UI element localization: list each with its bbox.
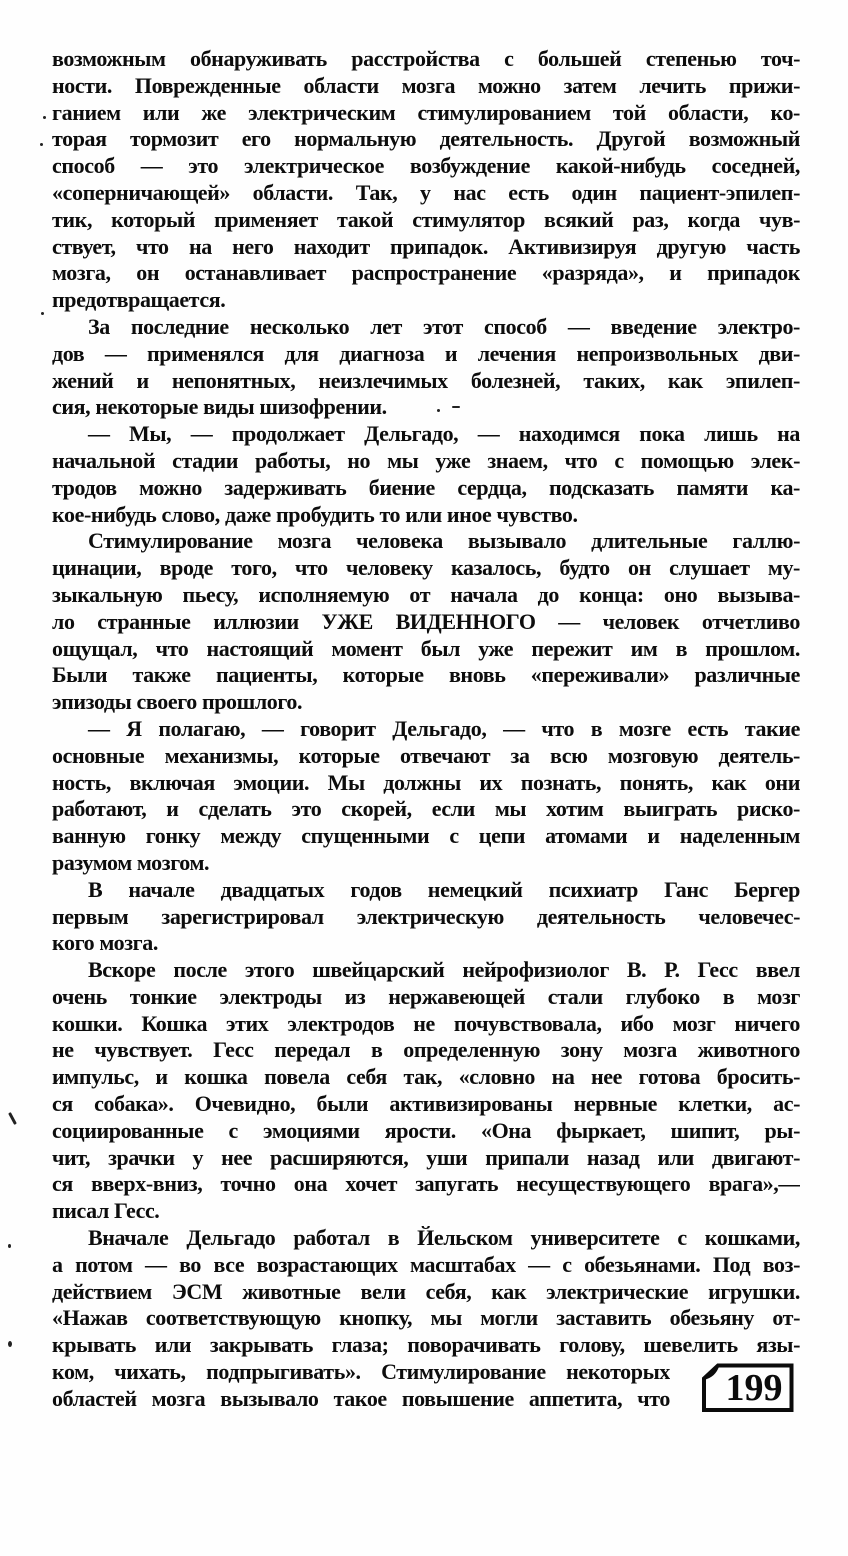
scan-speck <box>8 1244 11 1248</box>
text-line: дов — применялся для диагноза и лечения непроизвольных дви- <box>52 340 800 366</box>
text-line: областей мозга вызывало такое повышение аппетита, что <box>52 1385 670 1411</box>
page-number: 199 <box>725 1367 783 1409</box>
text-line: кошки. Кошка этих электродов не почувствовала, ибо мозг ничего <box>52 1010 800 1036</box>
text-line: очень тонкие электроды из нержавеющей стали глубоко в мозг <box>52 983 800 1009</box>
text-line: цинации, вроде того, что человеку казалось, будто он слушает му- <box>52 555 800 581</box>
text-line: жений и непонятных, неизлечимых болезней, таких, как эпилеп- <box>52 367 800 393</box>
text-line: ло странные иллюзии УЖЕ ВИДЕННОГО — человек отчетливо <box>52 608 800 634</box>
text-line: ся собака». Очевидно, были активизированы нервные клетки, ас- <box>52 1091 800 1117</box>
text-line: возможным обнаруживать расстройства с большей степенью точ- <box>52 46 800 71</box>
scan-speck <box>40 143 43 146</box>
text-line: ность, включая эмоции. Мы должны их познать, понять, как они <box>52 769 800 795</box>
text-line: Вскоре после этого швейцарский нейрофизиолог В. Р. Гесс ввел <box>88 957 800 983</box>
text-line: ванную гонку между спущенными с цепи атомами и наделенным <box>52 823 800 849</box>
text-line: Стимулирование мозга человека вызывало длительные галлю- <box>88 528 800 554</box>
text-line: мозга, он останавливает распространение «разряда», и припадок <box>52 260 800 286</box>
text-line: «соперничающей» области. Так, у нас есть один пациент-эпилеп- <box>52 179 800 205</box>
text-line: эпизоды своего прошлого. <box>52 689 303 715</box>
scan-speck <box>8 1112 17 1125</box>
text-line: сия, некоторые виды шизофрении. <box>52 394 387 420</box>
text-line: зыкальную пьесу, исполняемую от начала до конца: оно вызыва- <box>52 581 800 607</box>
text-line: социированные с эмоциями ярости. «Она фыркает, шипит, ры- <box>52 1117 800 1143</box>
text-line: разумом мозгом. <box>52 849 210 875</box>
text-line: работают, и сделать это скорей, если мы хотим выиграть риско- <box>52 796 800 822</box>
scan-speck <box>437 409 440 412</box>
text-line: первым зарегистрировал электрическую деятельность человечес- <box>52 903 800 929</box>
scan-speck <box>41 312 44 315</box>
text-line: ганием или же электрическим стимулированием той области, ко- <box>52 99 800 125</box>
text-line: ности. Поврежденные области мозга можно затем лечить прижи- <box>52 72 800 98</box>
scan-speck <box>43 116 46 119</box>
text-line: Были также пациенты, которые вновь «переживали» различные <box>52 662 800 688</box>
text-line: ствует, что на него находит припадок. Активизируя другую часть <box>52 233 800 259</box>
text-line: а потом — во все возрастающих масштабах — с обезьянами. Под воз- <box>52 1251 800 1277</box>
text-line: ощущал, что настоящий момент был уже пережит им в прошлом. <box>52 635 800 661</box>
text-line: Вначале Дельгадо работал в Йельском университете с кошками, <box>88 1225 800 1251</box>
text-line: чит, зрачки у нее расширяются, уши припали назад или двигают- <box>52 1144 800 1170</box>
text-line: способ — это электрическое возбуждение какой-нибудь соседней, <box>52 153 800 179</box>
text-line: импульс, и кошка повела себя так, «словно на нее готова бросить- <box>52 1064 800 1090</box>
text-line: — Я полагаю, — говорит Дельгадо, — что в мозге есть такие <box>88 715 800 741</box>
text-line: За последние несколько лет этот способ — введение электро- <box>88 313 800 339</box>
text-line: торая тормозит его нормальную деятельность. Другой возможный <box>52 126 800 152</box>
text-line: тродов можно задерживать биение сердца, подсказать памяти ка- <box>52 474 800 500</box>
text-line: не чувствует. Гесс передал в определенную зону мозга животного <box>52 1037 800 1063</box>
text-line: тик, который применяет такой стимулятор всякий раз, когда чув- <box>52 206 800 232</box>
text-line: предотвращается. <box>52 287 226 313</box>
text-line: крывать или закрывать глаза; поворачивать голову, шевелить язы- <box>52 1332 800 1358</box>
text-line: кого мозга. <box>52 930 158 956</box>
page-number-badge <box>701 1363 795 1413</box>
text-line: ком, чихать, подпрыгивать». Стимулирование некоторых <box>52 1359 670 1385</box>
scan-speck <box>8 1341 12 1347</box>
body-text <box>52 46 800 1413</box>
text-line: В начале двадцатых годов немецкий психиатр Ганс Бергер <box>88 876 800 902</box>
text-line: действием ЭСМ животные вели себя, как электрические игрушки. <box>52 1278 800 1304</box>
text-line: начальной стадии работы, но мы уже знаем, что с помощью элек- <box>52 447 800 473</box>
scan-speck <box>452 406 460 408</box>
text-line: кое-нибудь слово, даже пробудить то или иное чувство. <box>52 501 578 527</box>
text-line: — Мы, — продолжает Дельгадо, — находимся пока лишь на <box>88 421 800 447</box>
text-line: «Нажав соответствующую кнопку, мы могли заставить обезьяну от- <box>52 1305 800 1331</box>
text-line: основные механизмы, которые отвечают за всю мозговую деятель- <box>52 742 800 768</box>
text-line: ся вверх-вниз, точно она хочет запугать несуществующего врага»,— <box>52 1171 800 1197</box>
text-line: писал Гесс. <box>52 1198 160 1224</box>
